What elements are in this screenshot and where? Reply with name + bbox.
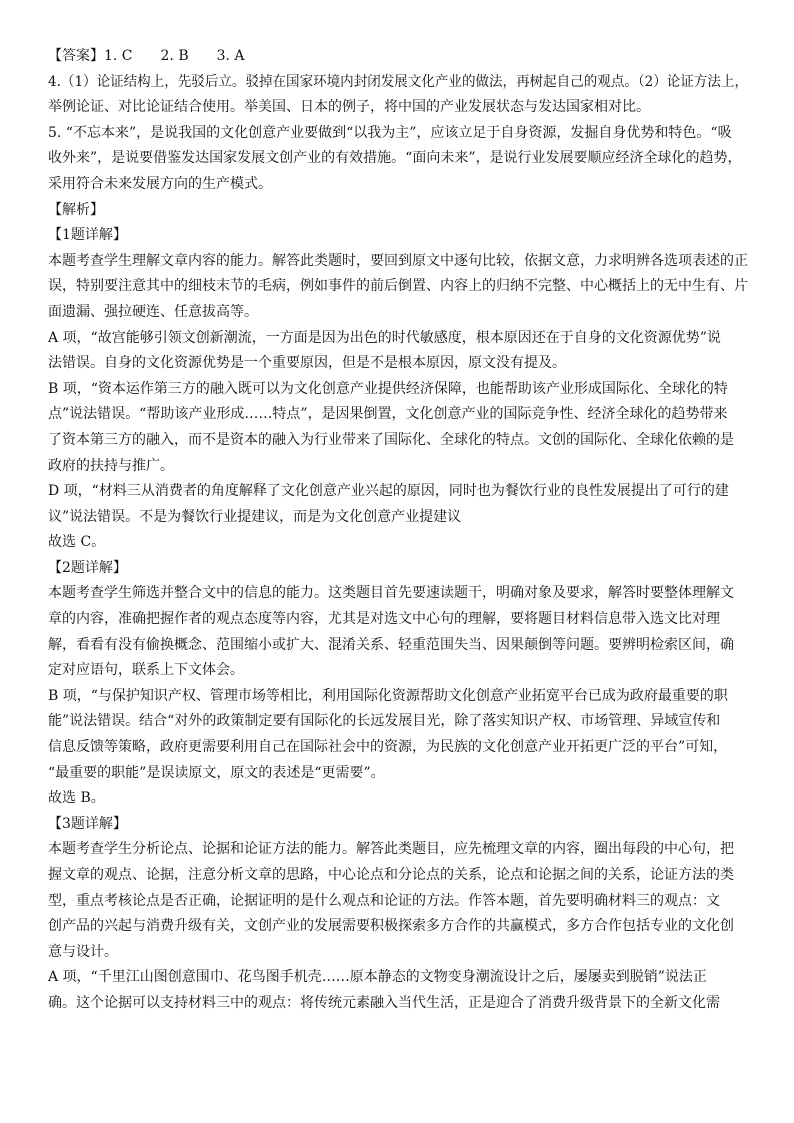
q1-intro-line-3: 面遗漏、强拉硬连、任意拔高等。 — [48, 303, 258, 320]
q1-conclusion: 故选 C。 — [48, 534, 106, 551]
q1-option-d-line-1: D 项，“材料三从消费者的角度解释了文化创意产业兴起的原因，同时也为餐饮行业的良性发展提出了可行的建 — [48, 483, 729, 500]
q3-option-a-line-2: 确。这个论据可以支持材料三中的观点：将传统元素融入当代生活，正是迎合了消费升级背景下的全新文化需 — [48, 994, 720, 1011]
document-page — [48, 44, 748, 1017]
q1-option-d-line-2: 议”说法错误。不是为餐饮行业提建议，而是为文化创意产业提建议 — [48, 508, 462, 525]
answer-5-line-1: 5. “不忘本来”，是说我国的文化创意产业要做到“以我为主”，应该立足于自身资源，发掘自身优势和特色。“吸 — [48, 124, 732, 141]
q2-option-b-line-2: 能”说法错误。结合“对外的政策制定要有国际化的长远发展目光，除了落实知识产权、市场管理、异域宣传和 — [48, 713, 721, 730]
q2-intro-line-3: 解，看看有没有偷换概念、范围缩小或扩大、混淆关系、轻重范围失当、因果颠倒等问题。要辨明检索区间，确 — [48, 636, 734, 653]
q3-intro-line-4: 创产品的兴起与消费升级有关，文创产业的发展需要积极探索多方合作的共赢模式，多方合作包括专业的文化创 — [48, 918, 734, 935]
q3-intro-line-2: 握文章的观点、论据，注意分析文章的思路，中心论点和分论点的关系，论点和论据之间的关系，论证方法的类 — [48, 867, 734, 883]
answer-5-line-2: 收外来”，是说要借鉴发达国家发展文创产业的有效措施。“面向未来”，是说行业发展要顺应经济全球化的趋势， — [48, 150, 742, 167]
q1-intro-line-2: 误，特别要注意其中的细枝末节的毛病，例如事件的前后倒置、内容上的归纳不完整、中心概括上的无中生有、片 — [48, 278, 748, 295]
answer-4-line-2: 举例论证、对比论证结合使用。举美国、日本的例子，将中国的产业发展状态与发达国家相对比。 — [48, 99, 650, 116]
answer-4-line-1: 4.（1）论证结构上，先驳后立。驳掉在国家环境内封闭发展文化产业的做法，再树起自己的观点。（2）论证方法上， — [48, 73, 748, 90]
q2-intro-line-2: 章的内容，准确把握作者的观点态度等内容，尤其是对选文中心句的理解，要将题目材料信息带入选文比对理 — [48, 611, 720, 628]
answer-heading: 【答案】1. C 2. B 3. A — [48, 48, 245, 64]
analysis-heading: 【解析】 — [48, 201, 104, 218]
q1-option-b-line-3: 了资本第三方的融入，而不是资本的融入为行业带来了国际化、全球化的特点。文创的国际化、全球化依赖的是 — [48, 431, 734, 448]
q3-intro-line-5: 意与设计。 — [48, 943, 118, 960]
q2-conclusion: 故选 B。 — [48, 790, 105, 807]
q2-option-b-line-4: “最重要的职能”是误读原文，原文的表述是“更需要”。 — [48, 764, 385, 781]
answer-5-line-3: 采用符合未来发展方向的生产模式。 — [48, 175, 272, 192]
q3-heading: 【3题详解】 — [48, 815, 127, 832]
q1-option-a-line-1: A 项，“故宫能够引领文创新潮流，一方面是因为出色的时代敏感度，根本原因还在于自身的文化资源优势”说 — [48, 329, 721, 346]
q1-intro-line-1: 本题考查学生理解文章内容的能力。解答此类题时，要回到原文中逐句比较，依据文意，力求明辨各选项表述的正 — [48, 252, 748, 269]
q1-heading: 【1题详解】 — [48, 227, 127, 244]
q2-option-b-line-1: B 项，“与保护知识产权、管理市场等相比，利用国际化资源帮助文化创意产业拓宽平台已成为政府最重要的职 — [48, 687, 728, 704]
q2-option-b-line-3: 信息反馈等策略，政府更需要利用自己在国际社会中的资源，为民族的文化创意产业开拓更广泛的平台”可知， — [48, 739, 728, 756]
q1-option-b-line-1: B 项，“资本运作第三方的融入既可以为文化创意产业提供经济保障，也能帮助该产业形成国际化、全球化的特 — [48, 380, 728, 397]
q2-heading: 【2题详解】 — [48, 559, 127, 576]
q2-intro-line-4: 定对应语句，联系上下文体会。 — [48, 662, 244, 679]
q1-option-b-line-2: 点”说法错误。“帮助该产业形成……特点”，是因果倒置，文化创意产业的国际竞争性、经济全球化的趋势带来 — [48, 406, 728, 423]
q1-option-a-line-2: 法错误。自身的文化资源优势是一个重要原因，但是不是根本原因，原文没有提及。 — [48, 355, 566, 372]
q3-intro-line-3: 型，重点考核论点是否正确，论据证明的是什么观点和论证的方法。作答本题，首先要明确材料三的观点：文 — [48, 892, 720, 909]
q1-option-b-line-4: 政府的扶持与推广。 — [48, 457, 174, 474]
q3-option-a-line-1: A 项，“千里江山图创意围巾、花鸟图手机壳……原本静态的文物变身潮流设计之后，屡屡卖到脱销”说法正 — [48, 969, 707, 986]
q3-intro-line-1: 本题考查学生分析论点、论据和论证方法的能力。解答此类题目，应先梳理文章的内容，圈出每段的中心句，把 — [48, 841, 734, 858]
q2-intro-line-1: 本题考查学生筛选并整合文中的信息的能力。这类题目首先要速读题干，明确对象及要求，解答时要整体理解文 — [48, 585, 734, 602]
